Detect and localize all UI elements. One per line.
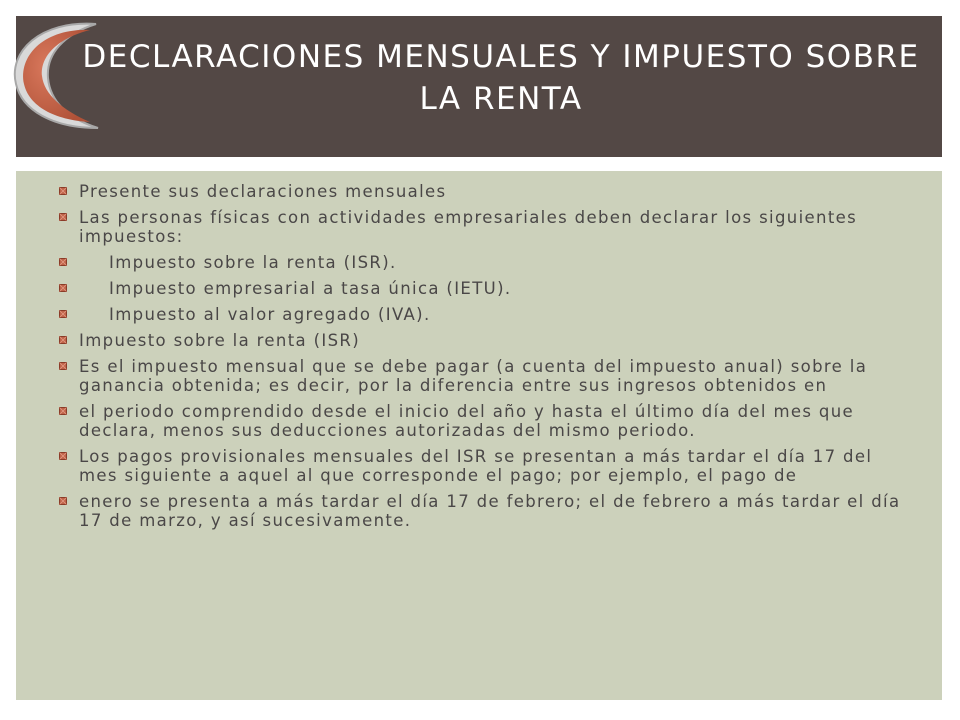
list-item [16,331,942,350]
square-bullet-icon [59,336,67,344]
bullet-text: Impuesto al valor agregado (IVA). [109,305,431,324]
bullet-text: enero se presenta a más tardar el día 17 de febrero; el de febrero a más tardar el día 17 de marzo, y así sucesivamente. [79,492,901,530]
square-bullet-icon [59,407,67,415]
bullet-text: Es el impuesto mensual que se debe pagar (a cuenta del impuesto anual) sobre la ganancia obtenida; es decir, por la diferencia entre sus ingresos obtenidos en [79,357,868,395]
bullet-text: Presente sus declaraciones mensuales [79,182,447,201]
list-item [16,305,942,324]
bullet-text: Los pagos provisionales mensuales del ISR se presentan a más tardar el día 17 del mes siguiente a aquel al que corresponde el pago; por ejemplo, el pago de [79,447,873,485]
crescent-moon-icon [0,0,110,140]
bullet-text: Impuesto sobre la renta (ISR) [79,331,361,350]
square-bullet-icon [59,362,67,370]
slide-title: DECLARACIONES MENSUALES Y IMPUESTO SOBRE LA RENTA [82,39,920,117]
list-item [16,492,942,530]
list-item [16,279,942,298]
square-bullet-icon [59,187,67,195]
content-panel [16,171,942,700]
list-item [16,402,942,440]
bullet-text: Las personas físicas con actividades empresariales deben declarar los siguientes impuestos: [79,208,858,246]
list-item [16,253,942,272]
bullet-list [16,182,942,537]
square-bullet-icon [59,310,67,318]
list-item [16,357,942,395]
square-bullet-icon [59,213,67,221]
bullet-text: Impuesto empresarial a tasa única (IETU). [109,279,512,298]
square-bullet-icon [59,452,67,460]
list-item [16,182,942,201]
bullet-text: Impuesto sobre la renta (ISR). [109,253,397,272]
bullet-text: el periodo comprendido desde el inicio del año y hasta el último día del mes que declara, menos sus deducciones autorizadas del mismo periodo. [79,402,855,440]
list-item [16,208,942,246]
square-bullet-icon [59,258,67,266]
list-item [16,447,942,485]
square-bullet-icon [59,497,67,505]
title-bar [16,16,942,157]
square-bullet-icon [59,284,67,292]
